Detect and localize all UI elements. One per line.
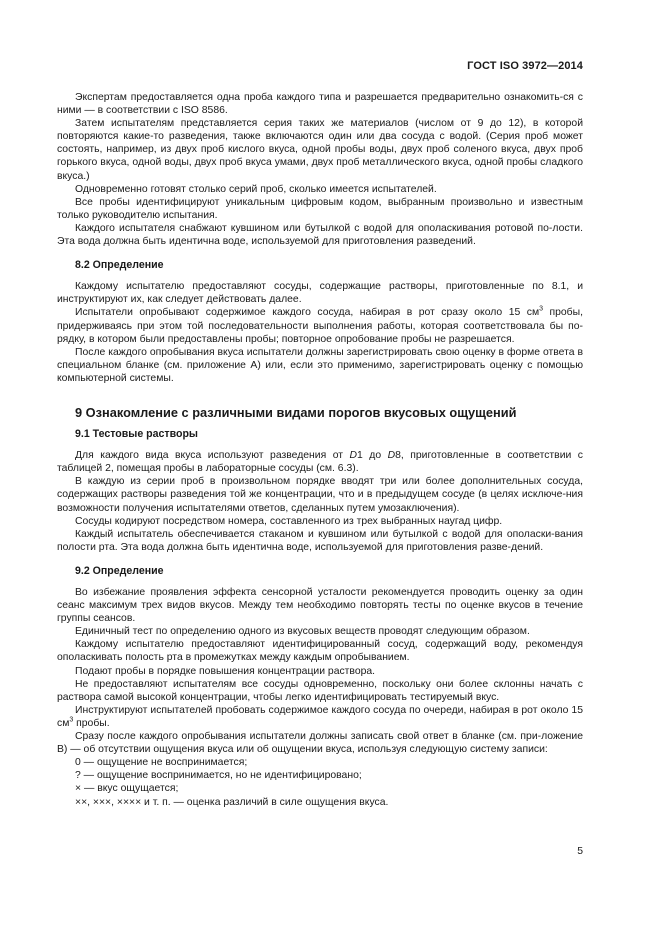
paragraph: Испытатели опробывают содержимое каждого сосуда, набирая в рот сразу около 15 $см^3$ пробы, придерживаясь при этом той последовательности выполнения работы, которая соответствовала бы по-рядку, в котором были предоставлены пробы; повторное опробование пробы не разрешается. [57, 305, 583, 345]
section-heading-9: 9 Ознакомление с различными видами порогов вкусовых ощущений [75, 404, 517, 420]
list-item: ? — ощущение воспринимается, но не идентифицировано; [75, 770, 362, 782]
page-number: 5 [577, 846, 583, 857]
list-item: 0 — ощущение не воспринимается; [75, 757, 248, 769]
paragraph: Для каждого вида вкуса используют разведения от D1 до D8, приготовленные в соответствии с таблицей 2, помещая пробы в лабораторные сосуды (см. 6.3). [57, 450, 583, 475]
section-heading-8-2: 8.2 Определение [75, 259, 164, 272]
paragraph: Затем испытателям представляется серия таких же материалов (числом от 9 до 12), в которой повторяются какие-то разведения, также включаются один или два сосуда с водой. (Серия проб может состоять, например, из двух проб кислого вкуса, одной пробы воды, двух проб соленого вкуса, двух проб горького вкуса, одной воды, двух проб вкуса умами, двух проб металлического вкуса, одной пробы сладкого вкуса.) [57, 118, 583, 182]
paragraph: Сосуды кодируют посредством номера, составленного из трех выбранных наугад цифр. [75, 515, 503, 527]
page-body [57, 91, 583, 809]
paragraph: Подают пробы в порядке повышения концентрации раствора. [75, 665, 376, 677]
paragraph: В каждую из серии проб в произвольном порядке вводят три или более дополнительных сосуда, содержащих растворы разведения той же концентрации, что и в предыдущем сосуде (в целях исключе-ния возможности получения испытателями ответов, сделанных путем умозаключения). [57, 476, 583, 514]
paragraph: Экспертам предоставляется одна проба каждого типа и разрешается предварительно ознакомить-ся с ними — в соответствии с ISO 8586. [57, 92, 583, 117]
section-heading-9-1: 9.1 Тестовые растворы [75, 428, 198, 441]
list-item: ××, ×××, ×××× и т. п. — оценка различий в силе ощущения вкуса. [75, 796, 389, 808]
paragraph: Во избежание проявления эффекта сенсорной усталости рекомендуется проводить оценку за один сеанс максимум трех видов вкусов. Между тем необходимо повторять тесты по оценке вкусов в течение группы сеансов. [57, 587, 583, 625]
paragraph: Каждого испытателя снабжают кувшином или бутылкой с водой для ополаскивания ротовой по-лости. Эта вода должна быть идентична воде, используемой для приготовления разведений. [57, 222, 583, 248]
paragraph: Каждый испытатель обеспечивается стаканом и кувшином или бутылкой с водой для ополаски-вания полости рта. Эта вода должна быть идентична воде, используемой для приготовления разве-дений. [57, 528, 583, 553]
paragraph: Каждому испытателю предоставляют идентифицированный сосуд, содержащий воду, рекомендуя ополаскивать полость рта в промежутках между каждым опробыванием. [57, 639, 583, 664]
paragraph: Единичный тест по определению одного из вкусовых веществ проводят следующим образом. [75, 626, 530, 638]
paragraph: Инструктируют испытателей пробовать содержимое каждого сосуда по очереди, набирая в рот около 15 $см^3$ пробы. [57, 704, 583, 729]
section-heading-9-2: 9.2 Определение [75, 564, 164, 577]
list-item: × — вкус ощущается; [75, 783, 179, 795]
paragraph: Не предоставляют испытателям все сосуды одновременно, поскольку они более склонны начать с раствора самой высокой концентрации, чтобы легко идентифицировать тестируемый вкус. [57, 678, 583, 703]
paragraph: После каждого опробывания вкуса испытатели должны зарегистрировать свою оценку в форме ответа в специальном бланке (см. приложение А) или, если это применимо, зарегистрировать оценку с помощью компьютерной системы. [57, 346, 583, 384]
paragraph: Сразу после каждого опробывания испытатели должны записать свой ответ в бланке (см. при-ложение В) — об отсутствии ощущения вкуса или об ощущении вкуса, используя следующую систему записи: [57, 731, 583, 756]
paragraph: Все пробы идентифицируют уникальным цифровым кодом, выбранным произвольно и известным только руководителю испытания. [57, 196, 583, 221]
paragraph: Одновременно готовят столько серий проб, сколько имеется испытателей. [75, 183, 437, 195]
document-header: ГОСТ ISO 3972—2014 [467, 60, 583, 72]
paragraph: Каждому испытателю предоставляют сосуды, содержащие растворы, приготовленные по 8.1, и инструктируют их, как следует действовать далее. [57, 281, 583, 306]
